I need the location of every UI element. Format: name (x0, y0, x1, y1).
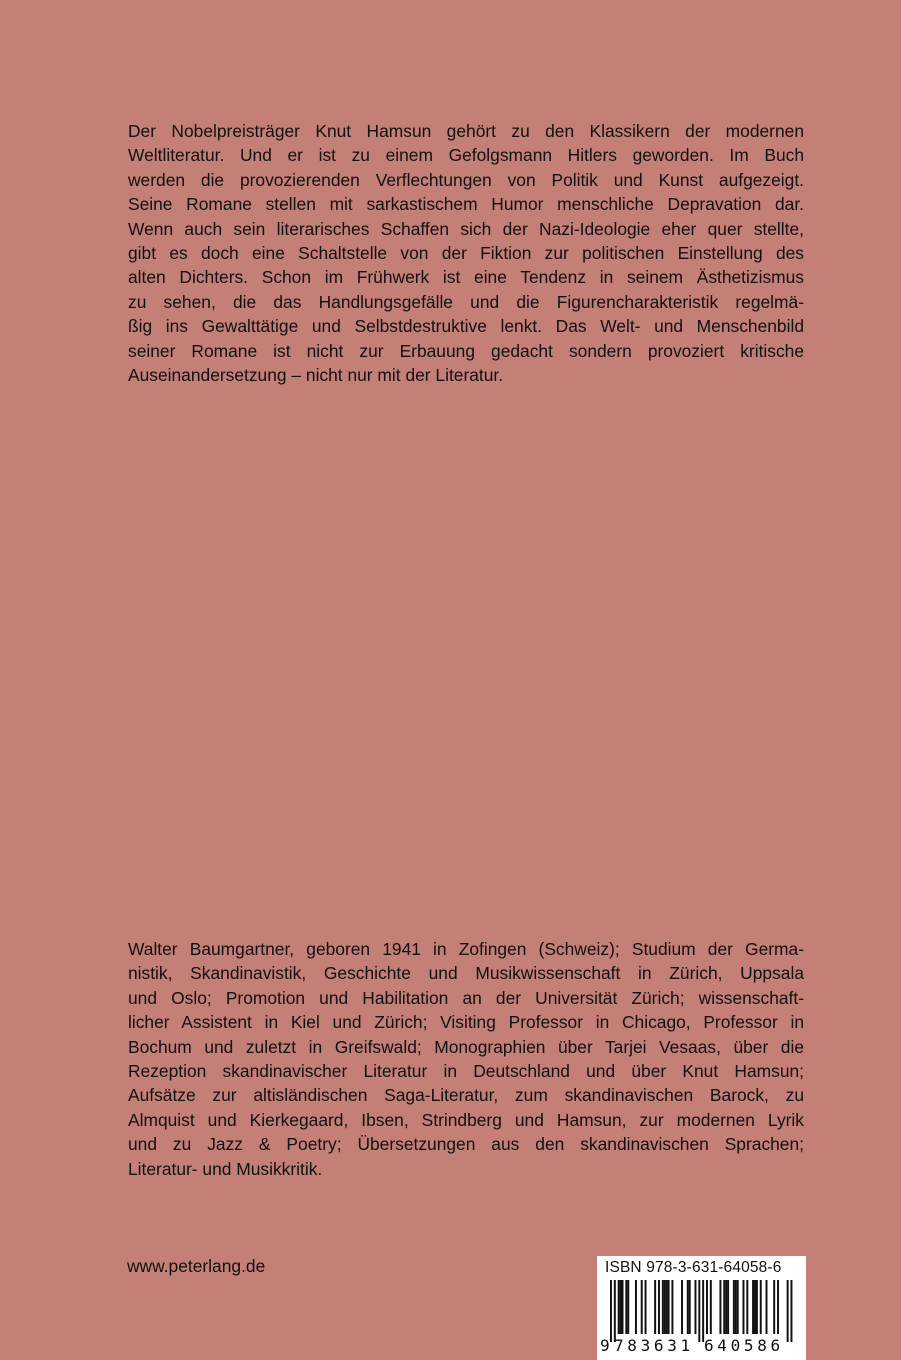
barcode-bar (645, 1280, 647, 1334)
ean-digit: 6 (704, 1336, 714, 1355)
barcode-bar (664, 1280, 666, 1334)
barcode-bar (723, 1280, 725, 1334)
author-bio (128, 937, 804, 1181)
ean-digit: 3 (640, 1336, 651, 1355)
barcode-bar (681, 1280, 683, 1334)
text-line: Der Nobelpreisträger Knut Hamsun gehört zu den Klassikern der modernen (128, 121, 804, 141)
text-line: Wenn auch sein literarisches Schaffen sich der Nazi-Ideologie eher quer stellte, (128, 218, 804, 239)
barcode-bar (719, 1280, 721, 1334)
ean-digit: 3 (667, 1336, 677, 1355)
text-line: Aufsätze zur altisländischen Saga-Literatur, zum skandinavischen Barock, zu (128, 1085, 804, 1106)
barcode-bar (658, 1280, 660, 1334)
isbn-label: ISBN 978-3-631-64058-6 (605, 1259, 782, 1276)
barcode-bar (742, 1280, 744, 1334)
barcode-bar (787, 1280, 789, 1342)
text-line: nistik, Skandinavistik, Geschichte und Musikwissenschaft in Zürich, Uppsala (128, 963, 804, 984)
barcode-bar (735, 1280, 737, 1334)
text-line: Weltliteratur. Und er ist zu einem Gefolgsmann Hitlers geworden. Im Buch (128, 145, 804, 166)
barcode-bar (706, 1280, 708, 1334)
barcode-bar (666, 1280, 668, 1334)
text-line: werden die provozierenden Verflechtungen von Politik und Kunst aufgezeigt. (128, 169, 804, 190)
barcode-bar (635, 1280, 637, 1334)
ean-digit: 4 (717, 1336, 727, 1355)
text-line: Auseinandersetzung – nicht nur mit der Literatur. (128, 364, 504, 385)
text-line: Seine Romane stellen mit sarkastischem Humor menschliche Depravation dar. (128, 194, 804, 215)
ean-digits (600, 1336, 800, 1356)
text-line: seiner Romane ist nicht zur Erbauung gedacht sondern provoziert kritische (128, 340, 804, 361)
barcode-bar (746, 1280, 748, 1334)
barcode-bar (620, 1280, 622, 1334)
barcode-bar (668, 1280, 670, 1334)
ean-digit: 1 (680, 1336, 691, 1355)
ean-digit: 8 (757, 1336, 767, 1355)
barcode-bar (733, 1280, 735, 1334)
text-line: licher Assistent in Kiel und Zürich; Visiting Professor in Chicago, Professor in (128, 1012, 804, 1033)
ean-digit: 0 (730, 1336, 741, 1355)
barcode-bar (766, 1280, 768, 1334)
barcode-bar (773, 1280, 775, 1334)
text-line: gibt es doch eine Schaltstelle von der Fiktion zur politischen Einstellung des (128, 242, 804, 263)
barcode-bar (777, 1280, 779, 1334)
barcode-bar (618, 1280, 620, 1334)
text-line: Literatur- und Musikkritik. (128, 1158, 323, 1179)
barcode-bar (727, 1280, 729, 1334)
text-line: Rezeption skandinavischer Literatur in Deutschland und über Knut Hamsun; (128, 1060, 804, 1081)
publisher-website[interactable]: www.peterlang.de (127, 1256, 266, 1276)
ean-digit: 6 (653, 1336, 664, 1355)
barcode-bar (694, 1280, 696, 1334)
barcode-bar (687, 1280, 689, 1334)
barcode-bar (756, 1280, 758, 1334)
text-line: und zu Jazz & Poetry; Übersetzungen aus den skandinavischen Sprachen; (128, 1134, 804, 1155)
barcode-bar (654, 1280, 656, 1334)
isbn-barcode (597, 1256, 806, 1360)
text-line: ßig ins Gewalttätige und Selbstdestruktive lenkt. Das Welt- und Menschenbild (128, 316, 804, 337)
barcode-bar (625, 1280, 627, 1334)
barcode-bar (754, 1280, 756, 1334)
barcode-bar (725, 1280, 727, 1334)
barcode-bar (702, 1280, 704, 1342)
text-line: zu sehen, die das Handlungsgefälle und die Figurencharakteristik regelmä- (128, 291, 804, 312)
text-line: alten Dichters. Schon im Frühwerk ist eine Tendenz in seinem Ästhetizismus (128, 267, 804, 288)
barcode-bar (627, 1280, 629, 1334)
blurb-text (128, 119, 804, 387)
barcode-bar (610, 1280, 612, 1342)
text-line: Walter Baumgartner, geboren 1941 in Zofingen (Schweiz); Studium der Germa- (128, 939, 804, 959)
barcode-bar (710, 1280, 712, 1334)
barcode-bar (662, 1280, 664, 1334)
barcode-bar (752, 1280, 754, 1334)
barcode-bar (622, 1280, 624, 1334)
barcode-bar (689, 1280, 691, 1334)
barcode-bar (737, 1280, 739, 1334)
ean-digit: 7 (614, 1336, 624, 1355)
barcode-bar (671, 1280, 673, 1334)
barcode-bar (760, 1280, 762, 1334)
ean-digit: 9 (600, 1336, 610, 1355)
barcode-bar (790, 1280, 792, 1342)
text-line: Bochum und zuletzt in Greifswald; Monographien über Tarjei Vesaas, über die (128, 1036, 804, 1057)
text-line: und Oslo; Promotion und Habilitation an der Universität Zürich; wissenschaft- (128, 987, 804, 1008)
barcode-bar (698, 1280, 700, 1342)
barcode-bar (614, 1280, 616, 1342)
text-line: Almquist und Kierkegaard, Ibsen, Strindberg und Hamsun, zur modernen Lyrik (128, 1109, 804, 1130)
ean-digit: 5 (743, 1336, 754, 1355)
ean-digit: 6 (770, 1336, 781, 1355)
ean-digit: 8 (627, 1336, 637, 1355)
barcode-bar (641, 1280, 643, 1334)
